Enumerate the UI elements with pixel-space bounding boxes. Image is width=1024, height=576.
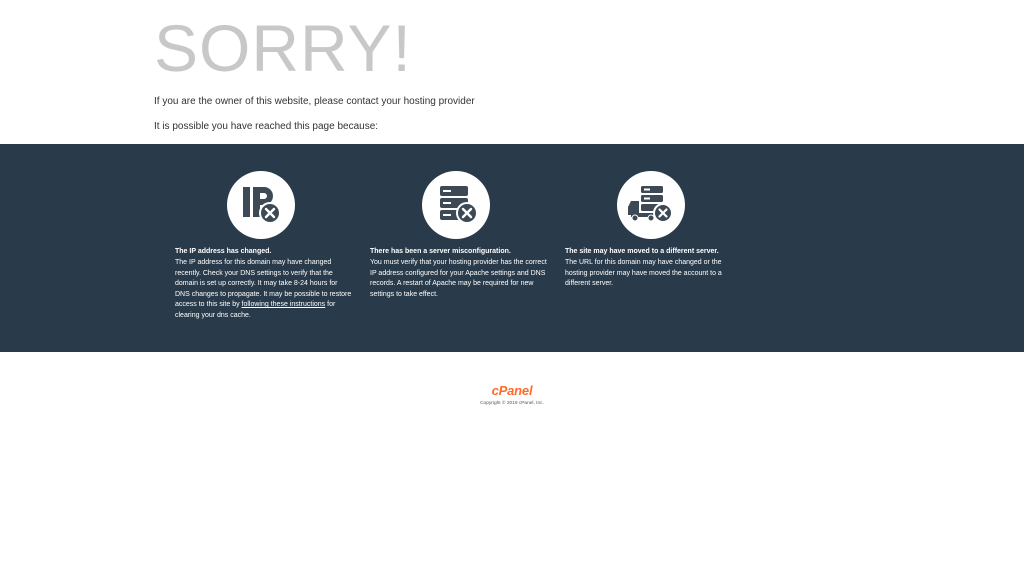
footer	[0, 382, 1024, 406]
page-title: SORRY!	[154, 11, 412, 85]
copyright-text: Copyright © 2019 cPanel, Inc.	[480, 401, 544, 406]
reasons-intro: It is possible you have reached this page because:	[154, 121, 379, 132]
reason-body: The URL for this domain may have changed or the hosting provider may have moved the account to a different server.	[565, 259, 722, 288]
reasons-band	[0, 144, 1024, 352]
reason-title: The site may have moved to a different server.	[565, 248, 719, 255]
cpanel-logo[interactable]: cPanel	[491, 383, 533, 398]
reason-title: The IP address has changed.	[175, 248, 272, 255]
reason-title: There has been a server misconfiguration.	[370, 248, 511, 255]
reason-body: You must verify that your hosting provider has the correct IP address configured for your Apache settings and DNS records. A restart of Apache may be required for new settings to take effect.	[370, 259, 547, 298]
truck-server-x-icon	[617, 171, 685, 239]
ip-x-icon	[227, 171, 295, 239]
reason-body: The IP address for this domain may have changed recently. Check your DNS settings to verify that the domain is set up correctly. It may take 8-24 hours for DNS changes to propagate. It may be possible to restore access to this site by following these instructions for clearing your dns cache.	[175, 259, 352, 319]
server-x-icon	[422, 171, 490, 239]
owner-message: If you are the owner of this website, please contact your hosting provider	[154, 96, 475, 107]
instructions-link[interactable]: following these instructions	[241, 301, 326, 309]
